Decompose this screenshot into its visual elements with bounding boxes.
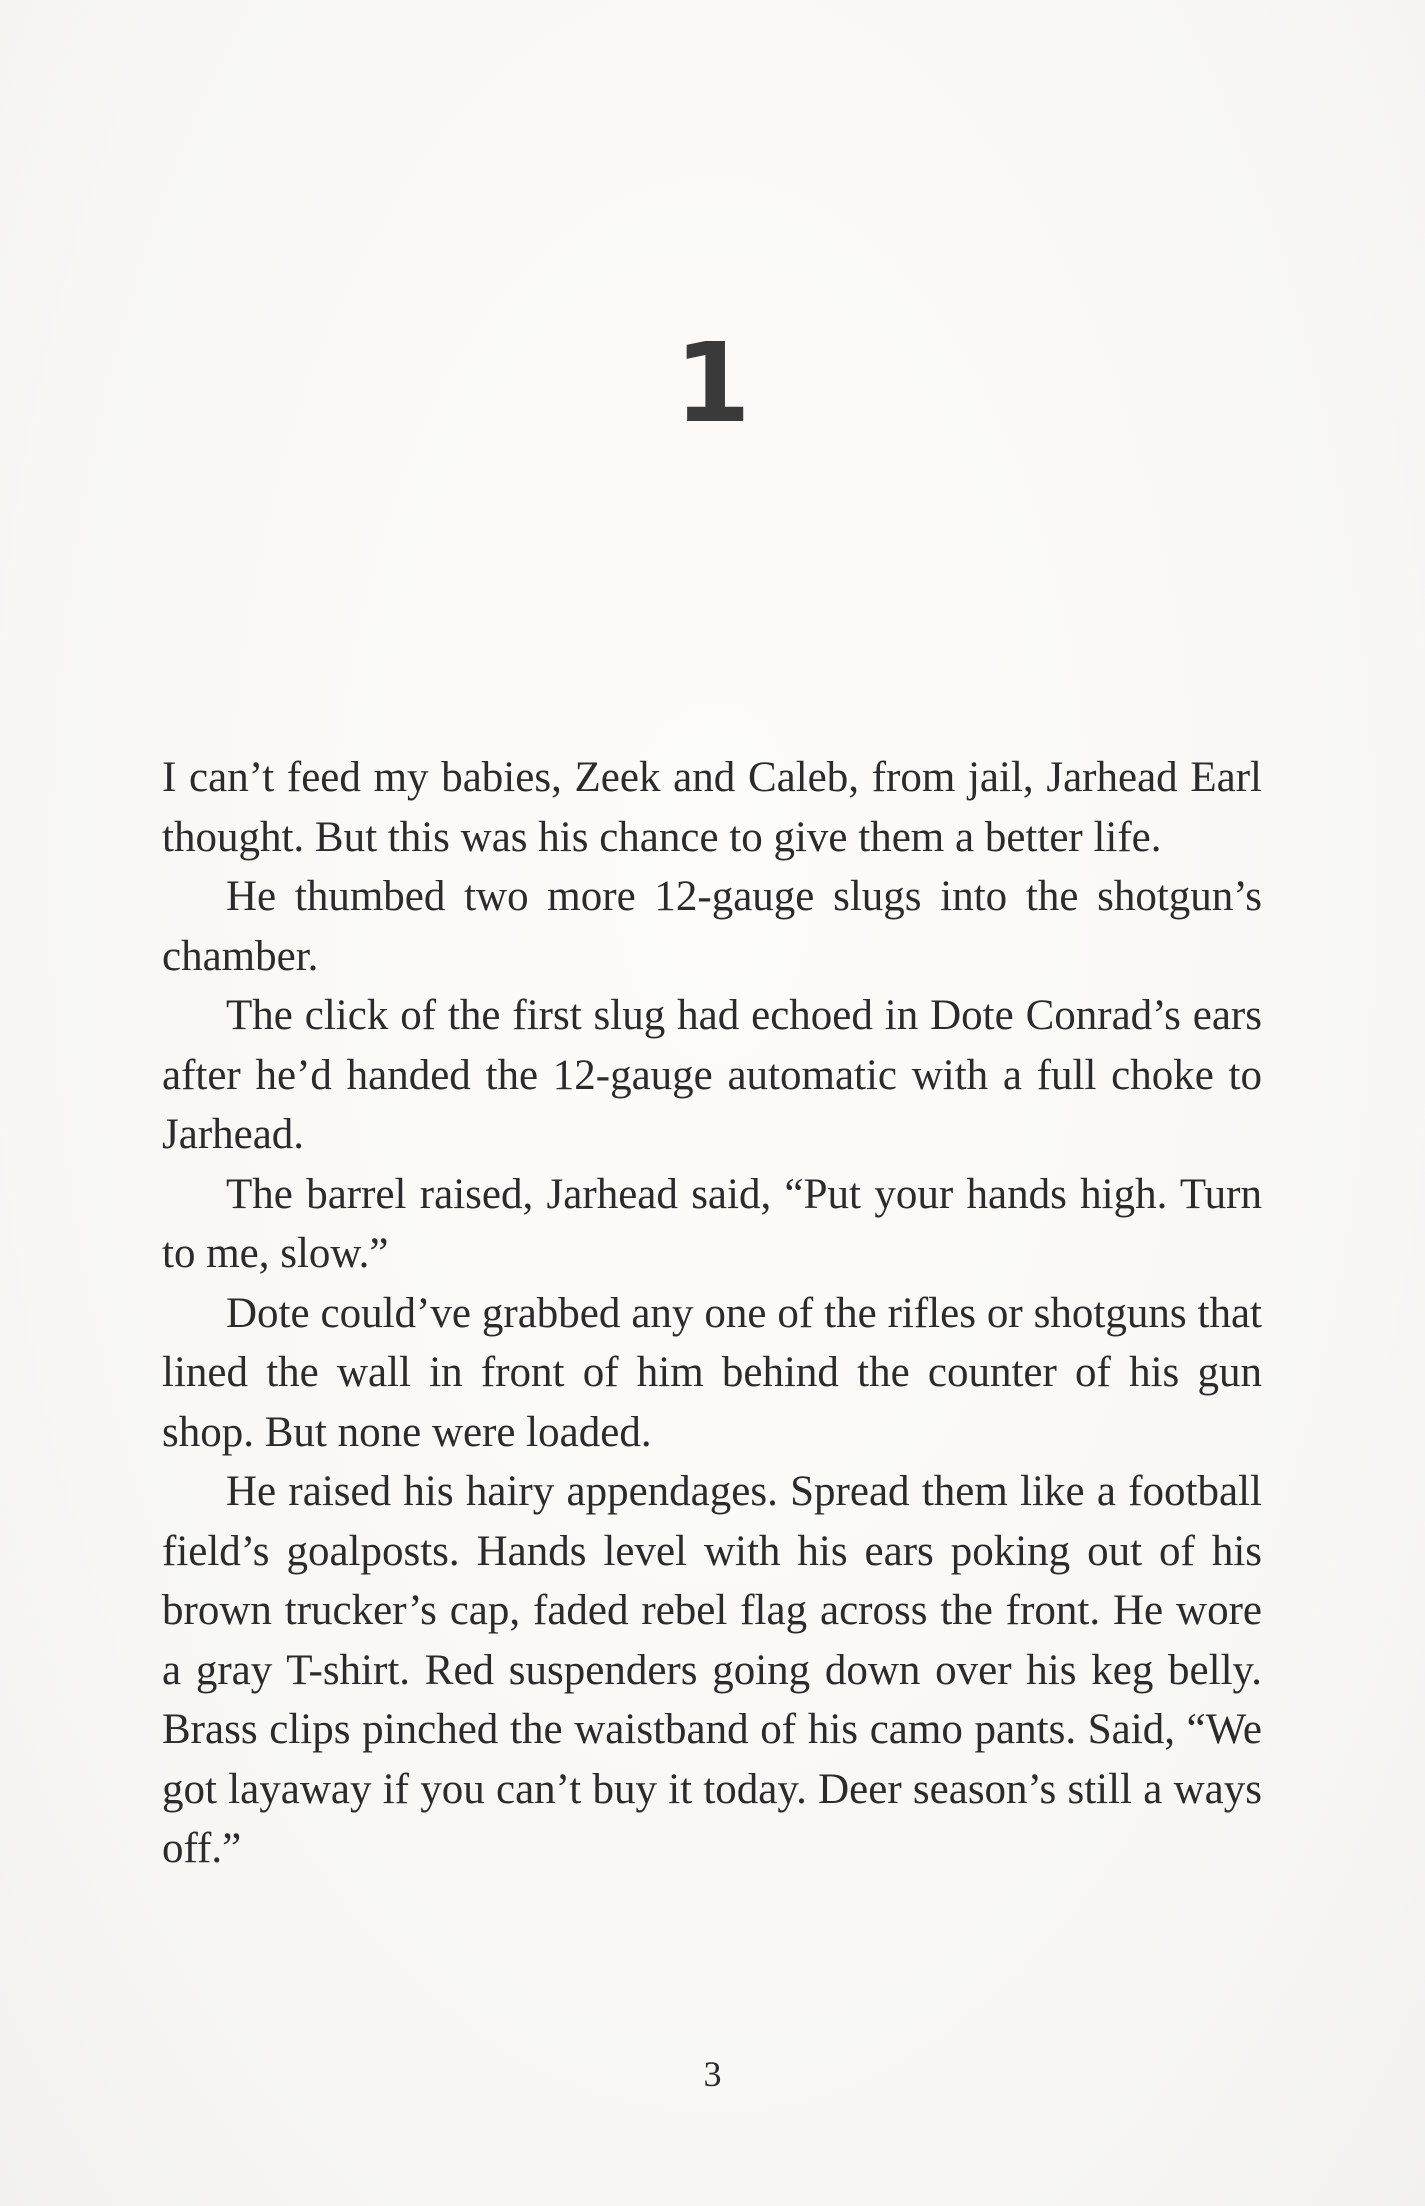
paragraph-6: He raised his hairy appendages. Spread them like a football field’s goalposts. Hands level with his ears poking out of his brown trucker’s cap, faded rebel flag across the front. He wore a gray T-shirt. Red suspenders going down over his keg belly. Brass clips pinched the waistband of his camo pants. Said, “We got layaway if you can’t buy it today. Deer season’s still a ways off.” <box>162 1468 1262 1872</box>
paragraph-2: He thumbed two more 12-gauge slugs into the shotgun’s chamber. <box>162 873 1262 980</box>
paragraph-5: Dote could’ve grabbed any one of the rifles or shotguns that lined the wall in front of him behind the counter of his gun shop. But none were loaded. <box>162 1289 1262 1456</box>
chapter-number: 1 <box>674 319 751 447</box>
chapter-body-text <box>162 748 1262 1879</box>
page-number: 3 <box>703 2054 722 2094</box>
paragraph-4: The barrel raised, Jarhead said, “Put your hands high. Turn to me, slow.” <box>162 1170 1262 1277</box>
paragraph-1: I can’t feed my babies, Zeek and Caleb, from jail, Jarhead Earl thought. But this was his chance to give them a better life. <box>162 754 1262 861</box>
paragraph-3: The click of the first slug had echoed in Dote Conrad’s ears after he’d handed the 12-gauge automatic with a full choke to Jarhead. <box>162 992 1262 1158</box>
